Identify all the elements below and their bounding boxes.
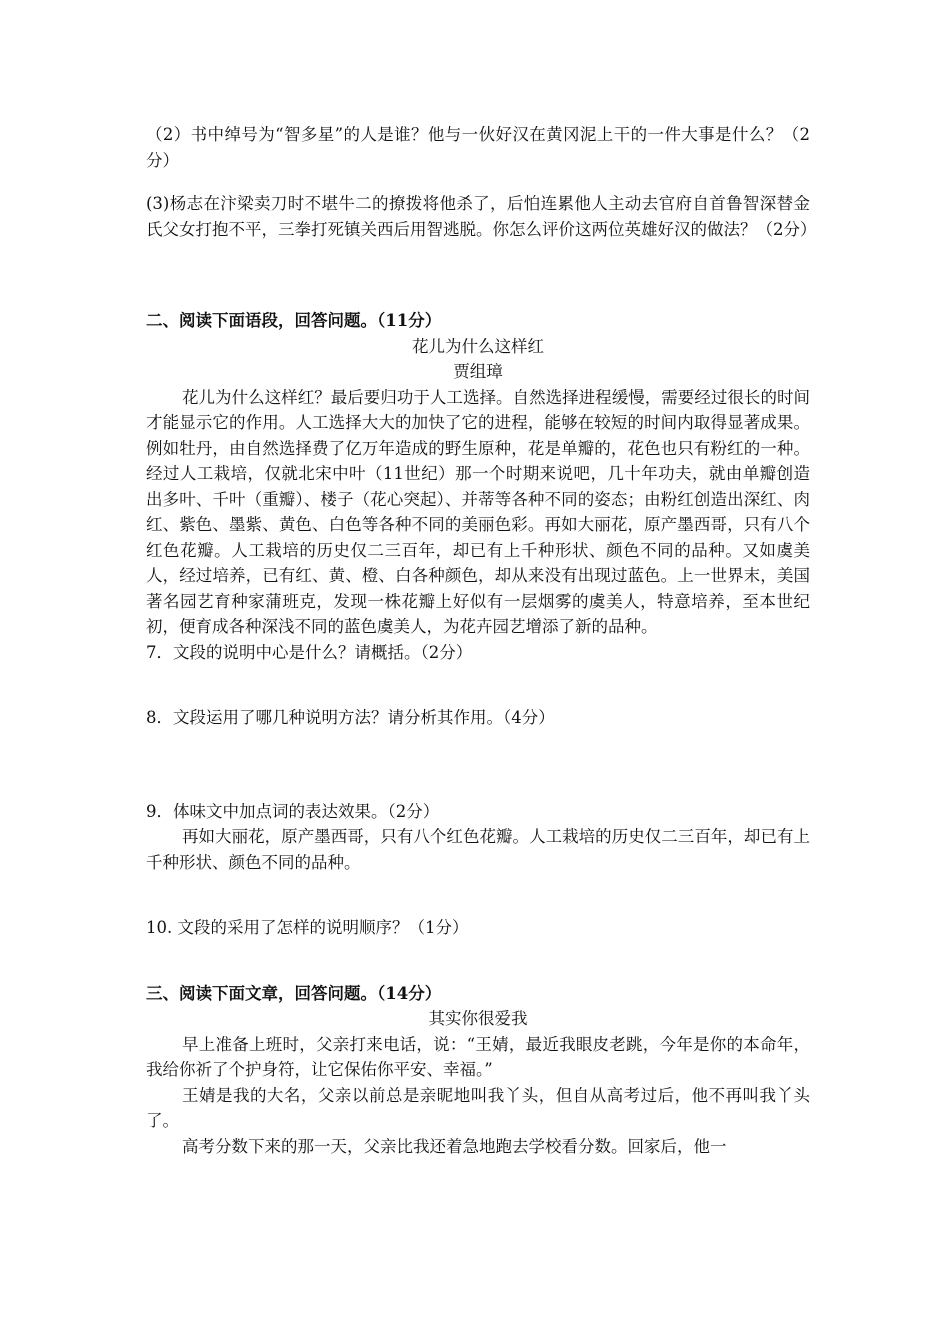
answer-space xyxy=(146,941,810,981)
spacer xyxy=(146,242,810,308)
passage-title: 花儿为什么这样红 xyxy=(412,336,544,356)
answer-space xyxy=(146,731,810,799)
answer-space xyxy=(146,665,810,705)
section-2-heading: 二、阅读下面语段，回答问题。（11分） xyxy=(146,311,442,330)
passage-body: 花儿为什么这样红？最后要归功于人工选择。自然选择进程缓慢，需要经过很长的时间才能显示它的作用。人工选择大大的加快了它的进程，能够在较短的时间内取得显著成果。例如牡丹，由自然选择费了亿万年造成的野生原种，花是单瓣的，花色也只有粉红的一种。经过人工栽培，仅就北宋中叶（11世纪）那一个时期来说吧，几十年功夫，就由单瓣创造出多叶、千叶（重瓣）、楼子（花心突起）、并蒂等各种不同的姿态；由粉红创造出深红、肉红、紫色、墨紫、黄色、白色等各种不同的美丽色彩。再如大丽花，原产墨西哥，只有八个红色花瓣。人工栽培的历史仅二三百年，却已有上千种形状、颜色不同的品种。又如虞美人，经过培养，已有红、黄、橙、白各种颜色，却从来没有出现过蓝色。上一世界末，美国著名园艺育种家蒲班克，发现一株花瓣上好似有一层烟雾的虞美人，特意培养，至本世纪初，便育成各种深浅不同的蓝色虞美人，为花卉园艺增添了新的品种。 xyxy=(146,387,810,636)
question-8: 8．文段运用了哪几种说明方法？请分析其作用。（4分） xyxy=(146,708,555,727)
question-3: (3)杨志在汴梁卖刀时不堪牛二的撩拨将他杀了，后怕连累他人主动去官府自首鲁智深替金氏父女打抱不平，三拳打死镇关西后用智逃脱。你怎么评价这两位英雄好汉的做法？（2分） xyxy=(146,194,817,239)
document-page xyxy=(146,122,817,1159)
passage-author: 贾组璋 xyxy=(453,362,503,381)
section-3-heading: 三、阅读下面文章，回答问题。（14分） xyxy=(146,983,442,1003)
answer-space xyxy=(146,875,810,915)
article-title: 其实你很爱我 xyxy=(428,1009,528,1028)
question-10: 10. 文段的采用了怎样的说明顺序？（1分） xyxy=(146,918,469,937)
spacer xyxy=(146,173,810,191)
question-2: （2）书中绰号为“智多星”的人是谁？他与一伙好汉在黄冈泥上干的一件大事是什么？（2分） xyxy=(146,125,810,170)
question-9: 9．体味文中加点词的表达效果。（2分） xyxy=(146,801,440,821)
article-paragraph-1: 早上准备上班时，父亲打来电话，说：“王婧，最近我眼皮老跳，今年是你的本命年，我给你祈了个护身符，让它保佑你平安、幸福。” xyxy=(146,1034,810,1079)
question-9-quote: 再如大丽花，原产墨西哥，只有八个红色花瓣。人工栽培的历史仅二三百年，却已有上千种形状、颜色不同的品种。 xyxy=(146,827,810,872)
question-7: 7．文段的说明中心是什么？请概括。（2分） xyxy=(146,642,473,662)
article-paragraph-2: 王婧是我的大名，父亲以前总是亲昵地叫我丫头，但自从高考过后，他不再叫我丫头了。 xyxy=(146,1085,810,1130)
article-paragraph-3: 高考分数下来的那一天，父亲比我还着急地跑去学校看分数。回家后，他一 xyxy=(182,1136,727,1156)
